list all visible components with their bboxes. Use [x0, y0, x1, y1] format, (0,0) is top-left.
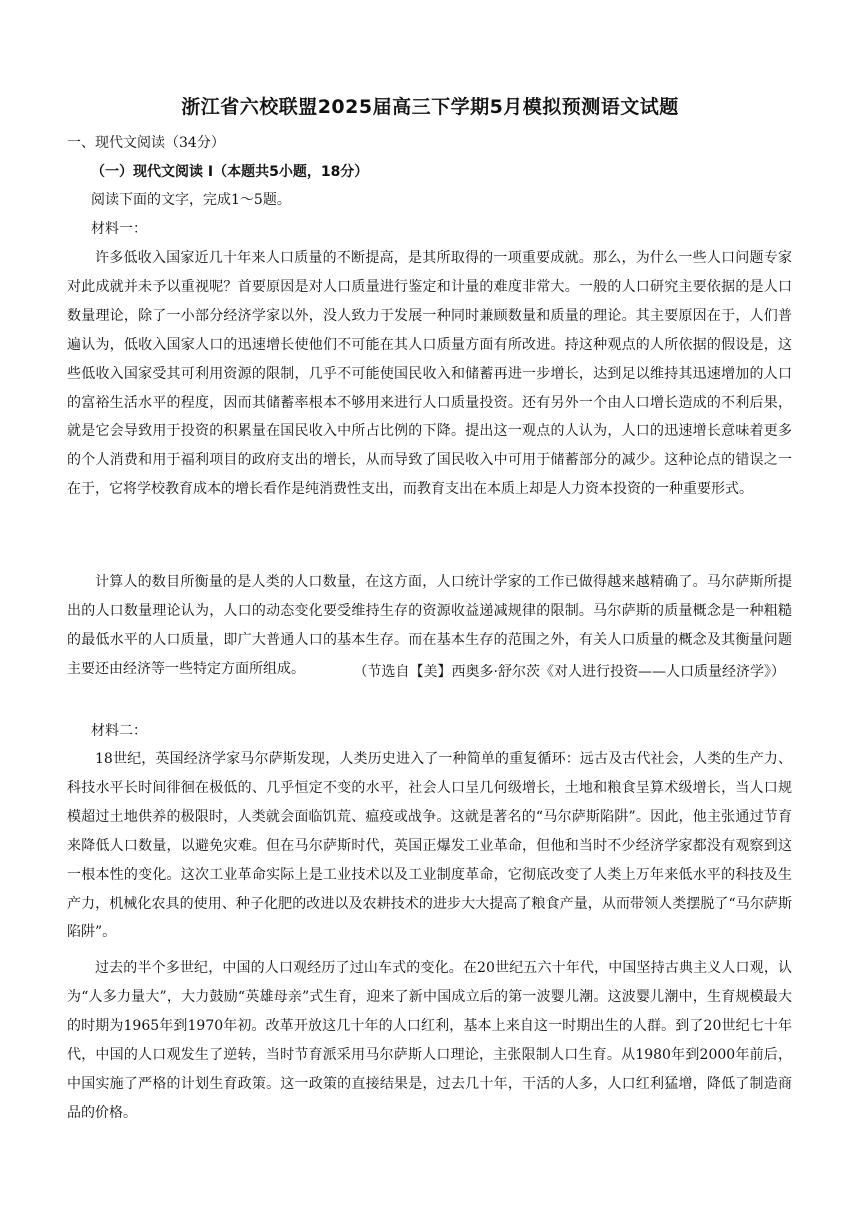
- material-one-paragraph-2: 计算人的数目所衡量的是人类的人口数量，在这方面，人口统计学家的工作已做得越来越精确了。马尔萨斯所提出的人口数量理论认为，人口的动态变化要受维持生存的资源收益递减规律的限制。马尔萨斯的质量概念是一种粗糙的最低水平的人口质量，即广大普通人口的基本生存。而在基本生存的范围之外，有关人口质量的概念及其衡量问题主要还由经济等一些特定方面所组成。: [67, 574, 792, 677]
- material-one-label: 材料一：: [91, 221, 147, 237]
- material-one-paragraph-1: 许多低收入国家近几十年来人口质量的不断提高，是其所取得的一项重要成就。那么，为什么一些人口问题专家对此成就并未予以重视呢？首要原因是对人口质量进行鉴定和计量的难度非常大。一般的人口研究主要依据的是人口数量理论，除了一小部分经济学家以外，没人致力于发展一种同时兼顾数量和质量的理论。其主要原因在于，人们普遍认为，低收入国家人口的迅速增长使他们不可能在其人口质量方面有所改进。持这种观点的人所依据的假设是，这些低收入国家受其可利用资源的限制，几乎不可能使国民收入和储蓄再进一步增长，达到足以维持其迅速增加的人口的富裕生活水平的程度，因而其储蓄率根本不够用来进行人口质量投资。还有另外一个由人口增长造成的不利后果，就是它会导致用于投资的积累量在国民收入中所占比例的下降。提出这一观点的人认为，人口的迅速增长意味着更多的个人消费和用于福利项目的政府支出的增长，从而导致了国民收入中可用于储蓄部分的减少。这种论点的错误之一在于，它将学校教育成本的增长看作是纯消费性支出，而教育支出在本质上却是人力资本投资的一种重要形式。: [67, 250, 792, 498]
- subsection-heading: （一）现代文阅读 Ⅰ（本题共5小题，18分）: [91, 164, 369, 180]
- material-two-paragraph-2: 过去的半个多世纪，中国的人口观经历了过山车式的变化。在20世纪五六十年代，中国坚持古典主义人口观，认为“人多力量大”，大力鼓励“英雄母亲”式生育，迎来了新中国成立后的第一波婴儿潮。这波婴儿潮中，生育规模最大的时期为1965年到1970年初。改革开放这几十年的人口红利，基本上来自这一时期出生的人群。到了20世纪七十年代，中国的人口观发生了逆转，当时节育派采用马尔萨斯人口理论，主张限制人口生育。从1980年到2000年前后，中国实施了严格的计划生育政策。这一政策的直接结果是，过去几十年，干活的人多，人口红利猛增，降低了制造商品的价格。: [67, 960, 792, 1121]
- reading-instruction: 阅读下面的文字，完成1～5题。: [91, 192, 291, 208]
- material-two-paragraph-1: 18世纪，英国经济学家马尔萨斯发现，人类历史进入了一种简单的重复循环：远古及古代社会，人类的生产力、科技水平长时间徘徊在极低的、几乎恒定不变的水平，社会人口呈几何级增长，土地和粮食呈算术级增长，当人口规模超过土地供养的极限时，人类就会面临饥荒、瘟疫或战争。这就是著名的“马尔萨斯陷阱”。因此，他主张通过节育来降低人口数量，以避免灾难。但在马尔萨斯时代，英国正爆发工业革命，但他和当时不少经济学家都没有观察到这一根本性的变化。这次工业革命实际上是工业技术以及工业制度革命，它彻底改变了人类上万年来低水平的科技及生产力，机械化农具的使用、种子化肥的改进以及农耕技术的进步大大提高了粮食产量，从而带领人类摆脱了“马尔萨斯陷阱”。: [67, 751, 792, 941]
- section-heading: 一、现代文阅读（34分）: [67, 135, 225, 151]
- material-one-source: （节选自【美】西奥多·舒尔茨《对人进行投资——人口质量经济学》）: [353, 664, 785, 680]
- page-title: 浙江省六校联盟2025届高三下学期5月模拟预测语文试题: [181, 96, 679, 118]
- material-two-label: 材料二：: [91, 723, 147, 739]
